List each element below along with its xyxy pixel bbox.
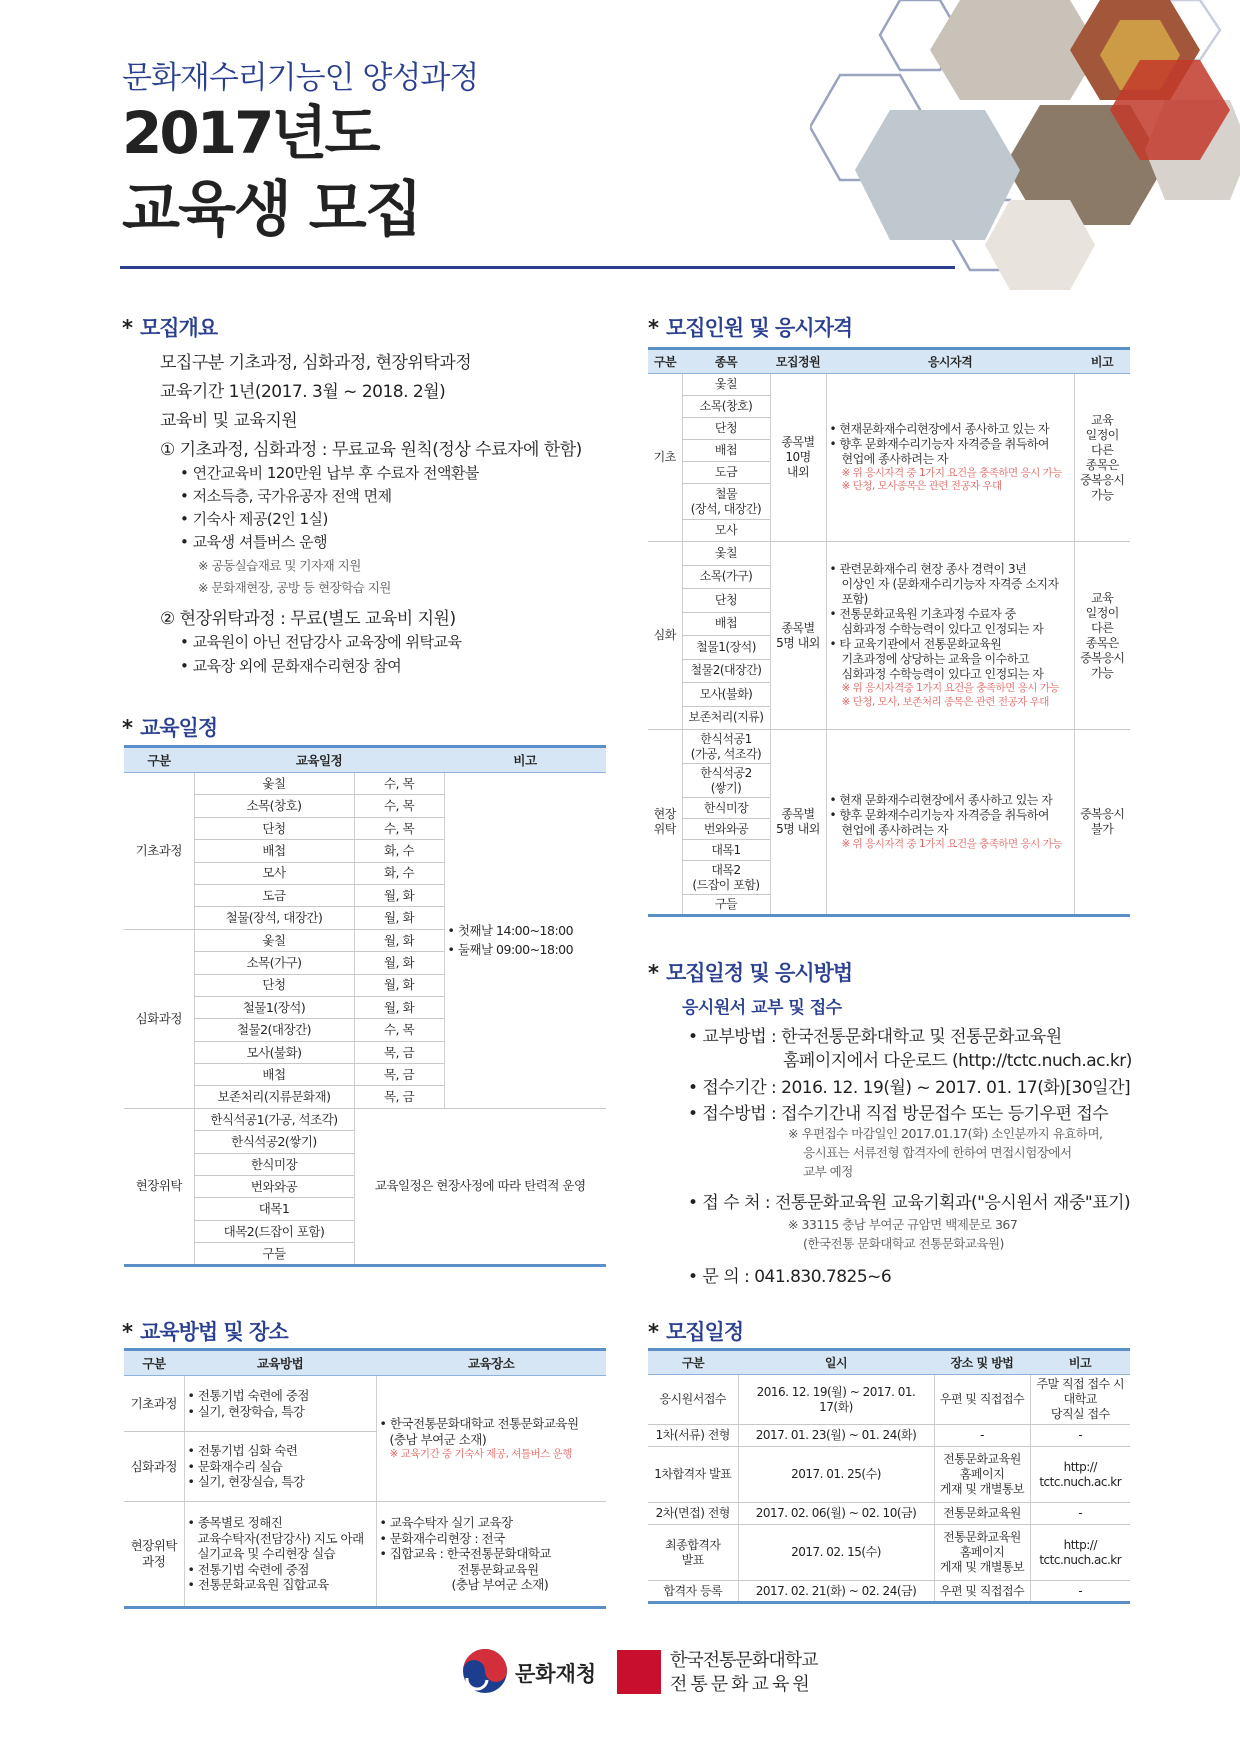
table-cell: 한식미장 [194, 1153, 354, 1175]
table-cell: 교육 일정이 다른 종목은 중복응시 가능 [1074, 542, 1130, 730]
table-row [124, 1108, 606, 1130]
overview-bullet: 교육원이 아닌 전담강사 교육장에 위탁교육 [192, 633, 462, 651]
table-cell: 옻칠 [682, 374, 770, 396]
table-cell: 월, 화 [354, 952, 444, 974]
row-label: 기초과정 [124, 773, 194, 930]
table-cell: 모사 [194, 862, 354, 884]
table-cell: 수, 목 [354, 817, 444, 839]
table-cell: 한식석공2(쌓기) [194, 1131, 354, 1153]
row-label: 현장 위탁 [648, 730, 682, 916]
quota-qualification: • 현재문화재수리현장에서 종사하고 있는 자 • 향후 문화재수리기능자 자격증을 취득하여 현업에 종사하려는 자 ※ 위 응시자격 중 1가지 요건을 충족하면 응시 가능 ※ 단청, 모사종목은 관련 전공자 우대 [826, 374, 1074, 542]
hexagon-photo-collage [810, 0, 1240, 300]
section-quota-heading: * 모집인원 및 응시자격 [648, 316, 853, 340]
quota-qualification: • 현재 문화재수리현장에서 종사하고 있는 자 • 향후 문화재수리기능자 자격증을 취득하여 현업에 종사하려는 자 ※ 위 응시자격 중 1가지 요건을 충족하면 응시 가능 [826, 730, 1074, 916]
table-cell: 소목(가구) [194, 952, 354, 974]
url-text: http:// [1063, 1459, 1097, 1474]
table-cell: 모사 [682, 520, 770, 542]
apply-note: ※ 우편접수 마감일인 2017.01.17(화) 소인분까지 유효하며, [788, 1126, 1103, 1141]
table-cell: 2차(면접) 전형 [648, 1503, 738, 1525]
method-item: • 전통기법 심화 숙련 [187, 1443, 298, 1459]
table-cell: 옻칠 [194, 773, 354, 795]
table-cell: 모사(불화) [682, 683, 770, 707]
photo-hex-4 [855, 110, 1020, 240]
cha-logo-icon [462, 1648, 508, 1694]
university-name: 한국전통문화대학교 [670, 1650, 818, 1671]
table-row [648, 1447, 1130, 1503]
section-overview-heading: * 모집개요 [122, 316, 218, 340]
table-cell: 대목2(드잡이 포함) [194, 1220, 354, 1242]
method-table [124, 1348, 606, 1609]
schedule-field-note: 교육일정은 현장사정에 따라 탄력적 운영 [354, 1108, 606, 1265]
table-cell: 철물1(장석) [682, 636, 770, 660]
apply-line: • 접 수 처 : 전통문화교육원 교육기획과("응시원서 재중"표기) [688, 1193, 1131, 1213]
table-cell: 목, 금 [354, 1086, 444, 1108]
table-row [648, 542, 1130, 566]
table-cell: - [1030, 1581, 1130, 1603]
table-row [648, 1503, 1130, 1525]
table-row [648, 1425, 1130, 1447]
table-cell: 전통문화교육원 [934, 1503, 1030, 1525]
col-header: 장소 및 방법 [934, 1350, 1030, 1375]
overview-bullet: 교육생 셔틀버스 운행 [192, 533, 328, 551]
apply-note: (한국전통 문화대학교 전통문화교육원) [803, 1236, 1004, 1251]
table-cell: 수, 목 [354, 795, 444, 817]
table-cell: 구들 [682, 895, 770, 916]
page-title-year: 2017년도 [122, 99, 378, 167]
table-cell: 종목별 5명 내외 [770, 542, 826, 730]
table-cell: 배첩 [682, 440, 770, 462]
page-subtitle: 문화재수리기능인 양성과정 [122, 60, 479, 96]
schedule-table [124, 745, 606, 1267]
table-cell: 대목1 [194, 1198, 354, 1220]
col-header: 구분 [648, 349, 682, 374]
institute-name: 전통문화교육원 [670, 1674, 813, 1695]
table-cell: 옻칠 [682, 542, 770, 566]
table-cell: 월, 화 [354, 996, 444, 1018]
timeline-table [648, 1348, 1130, 1604]
table-cell: 월, 화 [354, 884, 444, 906]
table-cell: http:// tctc.nuch.ac.kr [1030, 1447, 1130, 1503]
table-cell [184, 1376, 376, 1432]
overview-line-period: 교육기간 1년(2017. 3월 ~ 2018. 2월) [160, 382, 446, 402]
col-header: 구분 [648, 1350, 738, 1375]
table-cell: 한식석공1(가공, 석조각) [194, 1108, 354, 1130]
section-timeline-heading: * 모집일정 [648, 1320, 744, 1344]
method-item: • 실기, 현장학습, 특강 [187, 1403, 305, 1419]
method-item: • 종목별로 정해진 [187, 1514, 283, 1530]
table-cell: 구들 [194, 1243, 354, 1265]
table-row [648, 374, 1130, 396]
overview-bullet: 저소득층, 국가유공자 전액 면제 [192, 487, 392, 505]
table-cell: 화, 수 [354, 862, 444, 884]
overview-sub1: ① 기초과정, 심화과정 : 무료교육 원칙(정상 수료자에 한함) [160, 440, 582, 460]
col-header: 모집정원 [770, 349, 826, 374]
table-cell: 대목2 (드잡이 포함) [682, 861, 770, 895]
table-cell: 한식석공1 (가공, 석조각) [682, 730, 770, 764]
table-cell: 번와와공 [682, 819, 770, 840]
overview-sub2: ② 현장위탁과정 : 무료(별도 교육비 지원) [160, 609, 456, 629]
table-cell [184, 1432, 376, 1502]
table-cell: - [934, 1425, 1030, 1447]
table-cell: 화, 수 [354, 840, 444, 862]
table-cell: 철물2(대장간) [194, 1019, 354, 1041]
table-cell: 월, 화 [354, 907, 444, 929]
table-row [648, 1375, 1130, 1425]
apply-line: • 교부방법 : 한국전통문화대학교 및 전통문화교육원 [688, 1027, 1062, 1047]
table-cell: 한식석공2 (쌓기) [682, 764, 770, 798]
method-place: • 집합교육 : 한국전통문화대학교 [379, 1546, 551, 1562]
header [0, 0, 1240, 280]
table-cell: 합격자 등록 [648, 1581, 738, 1603]
overview-line-fee: 교육비 및 교육지원 [160, 411, 298, 431]
table-cell: 대목1 [682, 840, 770, 861]
table-cell: 단청 [194, 817, 354, 839]
table-cell: - [1030, 1425, 1130, 1447]
col-header: 구분 [124, 1350, 184, 1376]
table-cell: 철물(장석, 대장간) [194, 907, 354, 929]
apply-line: • 접수방법 : 접수기간내 직접 방문접수 또는 등기우편 접수 [688, 1104, 1109, 1124]
method-item: • 실기, 현장실습, 특강 [187, 1474, 305, 1490]
table-cell: 한식미장 [682, 798, 770, 819]
method-item: • 전통기법 숙련에 중점 [187, 1561, 309, 1577]
table-cell: 2017. 01. 23(월) ~ 01. 24(화) [738, 1425, 934, 1447]
table-cell: 2017. 01. 25(수) [738, 1447, 934, 1503]
table-cell: 번와와공 [194, 1176, 354, 1198]
apply-note: 응시표는 서류전형 합격자에 한하여 면접시험장에서 [803, 1145, 1072, 1160]
method-place: • 교육수탁자 실기 교육장 [379, 1514, 513, 1530]
col-header: 비고 [444, 747, 606, 773]
url-text: http:// [1063, 1537, 1097, 1552]
row-label: 기초 [648, 374, 682, 542]
overview-bullet: 연간교육비 120만원 납부 후 수료자 전액환불 [192, 464, 479, 482]
table-cell: 철물1(장석) [194, 996, 354, 1018]
row-label: 심화과정 [124, 929, 194, 1108]
table-cell: 배첩 [194, 840, 354, 862]
apply-contact: • 문 의 : 041.830.7825~6 [688, 1267, 892, 1287]
row-label: 기초과정 [124, 1376, 184, 1432]
method-item: • 전통문화교육원 집합교육 [187, 1577, 329, 1593]
table-cell: 보존처리(지류) [682, 706, 770, 730]
table-cell: 배첩 [194, 1064, 354, 1086]
table-cell: 단청 [682, 589, 770, 613]
table-row [648, 1581, 1130, 1603]
table-cell: 1차(서류) 전형 [648, 1425, 738, 1447]
table-cell: 우편 및 직접접수 [934, 1581, 1030, 1603]
row-label: 심화과정 [124, 1432, 184, 1502]
method-place: • 문화재수리현장 : 전국 [379, 1530, 505, 1546]
table-cell: 월, 화 [354, 929, 444, 951]
table-cell: 옻칠 [194, 929, 354, 951]
table-cell: 우편 및 직접접수 [934, 1375, 1030, 1425]
table-cell: 소목(창호) [194, 795, 354, 817]
table-cell: 종목별 10명 내외 [770, 374, 826, 542]
overview-bullet: 교육장 외에 문화재수리현장 참여 [192, 657, 402, 675]
method-item: • 전통기법 숙련에 중점 [187, 1387, 309, 1403]
footer [0, 1640, 1240, 1720]
col-header: 비고 [1030, 1350, 1130, 1375]
quota-qualification: • 관련문화재수리 현장 종사 경력이 3년 이상인 자 (문화재수리기능자 자격증 소지자 포함) • 전통문화교육원 기초과정 수료자 중 심화과정 수학능력이 있다고 인정되는 자 • 타 교육기관에서 전통문화교육원 기초과정에 상당하는 교육을 이수하고 심화과정 수학능력이 있다고 인정되는 자 ※ 위 응시자격중 1가지 요건을 충족하면 응시 가능 ※ 단청, 모사, 보존처리 종목은 관련 전공자 우대 [826, 542, 1074, 730]
table-cell: 도금 [194, 884, 354, 906]
university-logo-icon [617, 1650, 661, 1694]
col-header: 구분 [124, 747, 194, 773]
table-cell: 철물2(대장간) [682, 659, 770, 683]
section-method-heading: * 교육방법 및 장소 [122, 1320, 288, 1344]
col-header: 응시자격 [826, 349, 1074, 374]
section-schedule-heading: * 교육일정 [122, 716, 218, 740]
table-cell: http:// tctc.nuch.ac.kr [1030, 1525, 1130, 1581]
table-cell: 단청 [194, 974, 354, 996]
row-label: 현장위탁 [124, 1108, 194, 1265]
cha-logo-text: 문화재청 [515, 1662, 597, 1686]
table-cell: 소목(창호) [682, 396, 770, 418]
method-item: • 문화재수리 실습 [187, 1458, 283, 1474]
schedule-note: • 첫째날 14:00~18:00 • 둘째날 09:00~18:00 [444, 773, 606, 1109]
table-cell: 전통문화교육원 홈페이지 게재 및 개별통보 [934, 1447, 1030, 1503]
page-title: 교육생 모집 [122, 175, 421, 245]
table-cell: 보존처리(지류문화재) [194, 1086, 354, 1108]
apply-line: • 접수기간 : [688, 1078, 777, 1098]
table-cell: 최종합격자 발표 [648, 1525, 738, 1581]
table-cell: 교육 일정이 다른 종목은 중복응시 가능 [1074, 374, 1130, 542]
table-cell: 종목별 5명 내외 [770, 730, 826, 916]
col-header: 종목 [682, 349, 770, 374]
table-cell: 중복응시 불가 [1074, 730, 1130, 916]
overview-line-category: 모집구분 기초과정, 심화과정, 현장위탁과정 [160, 353, 472, 373]
table-cell: • 종목별로 정해진 교육수탁자(전담강사) 지도 아래 실기교육 및 수리현장 실습 • 전통기법 숙련에 중점 • 전통문화교육원 집합교육 [184, 1502, 376, 1608]
table-cell: 철물 (장석, 대장간) [682, 484, 770, 520]
apply-subheading: 응시원서 교부 및 접수 [682, 998, 842, 1018]
table-cell: 단청 [682, 418, 770, 440]
table-cell: 수, 목 [354, 1019, 444, 1041]
overview-bullet: 기숙사 제공(2인 1실) [192, 510, 328, 528]
section-apply-heading: * 모집일정 및 응시방법 [648, 961, 853, 985]
table-cell: 수, 목 [354, 773, 444, 795]
col-header: 비고 [1074, 349, 1130, 374]
table-cell: 목, 금 [354, 1041, 444, 1063]
col-header: 일시 [738, 1350, 934, 1375]
quota-table [648, 347, 1130, 917]
table-row [648, 730, 1130, 764]
table-cell: 1차합격자 발표 [648, 1447, 738, 1503]
table-cell: 2016. 12. 19(월) ~ 2017. 01. 17(화) [738, 1375, 934, 1425]
table-cell: 도금 [682, 462, 770, 484]
table-cell: 배첩 [682, 612, 770, 636]
method-place: • 한국전통문화대학교 전통문화교육원 (충남 부여군 소재) ※ 교육기간 중 기숙사 제공, 셔틀버스 운행 [376, 1376, 606, 1502]
table-cell: 전통문화교육원 홈페이지 게재 및 개별통보 [934, 1525, 1030, 1581]
col-header: 교육일정 [194, 747, 444, 773]
table-cell: 목, 금 [354, 1064, 444, 1086]
row-label: 심화 [648, 542, 682, 730]
table-cell: 응시원서접수 [648, 1375, 738, 1425]
table-cell: 모사(불화) [194, 1041, 354, 1063]
overview-note: ※ 공동실습재료 및 기자재 지원 [198, 558, 361, 573]
table-row [648, 1525, 1130, 1581]
col-header: 교육방법 [184, 1350, 376, 1376]
table-cell: 2017. 02. 06(월) ~ 02. 10(금) [738, 1503, 934, 1525]
table-cell: 소목(가구) [682, 565, 770, 589]
table-cell: - [1030, 1503, 1130, 1525]
table-cell: 2017. 02. 15(수) [738, 1525, 934, 1581]
table-cell: 2017. 02. 21(화) ~ 02. 24(금) [738, 1581, 934, 1603]
row-label: 현장위탁 과정 [124, 1502, 184, 1608]
overview-note: ※ 문화재현장, 공방 등 현장학습 지원 [198, 580, 391, 595]
apply-line: 홈페이지에서 다운로드 (http://tctc.nuch.ac.kr) [783, 1051, 1132, 1071]
table-cell: • 교육수탁자 실기 교육장 • 문화재수리현장 : 전국 • 집합교육 : 한국전통문화대학교 전통문화교육원 (충남 부여군 소재) [376, 1502, 606, 1608]
apply-note: 교부 예정 [803, 1164, 853, 1179]
col-header: 교육장소 [376, 1350, 606, 1376]
apply-note: ※ 33115 충남 부여군 규암면 백제문로 367 [788, 1217, 1018, 1232]
apply-period: 2016. 12. 19(월) ~ 2017. 01. 17(화)[30일간] [781, 1078, 1131, 1098]
table-cell: 월, 화 [354, 974, 444, 996]
table-cell: 주말 직접 접수 시 대학교 당직실 접수 [1030, 1375, 1130, 1425]
table-row [124, 773, 606, 795]
